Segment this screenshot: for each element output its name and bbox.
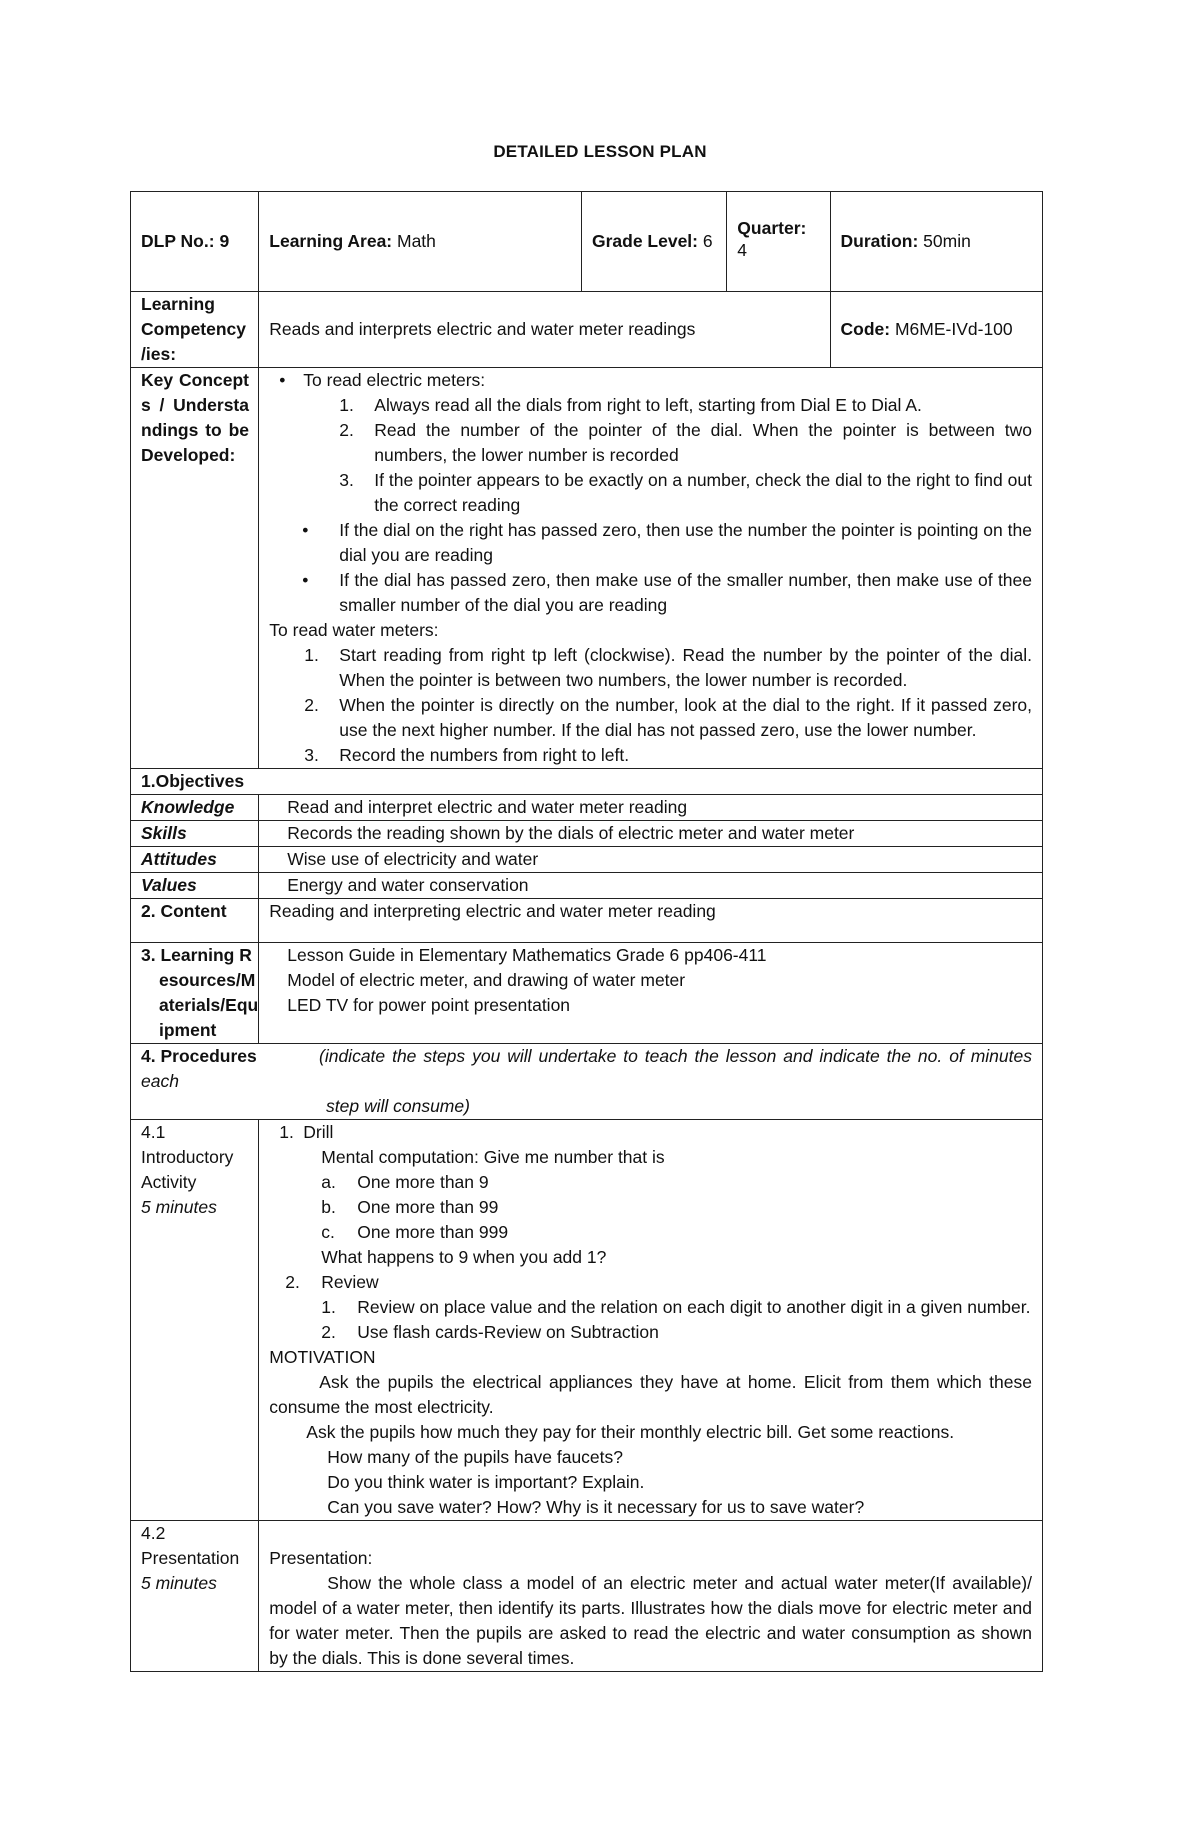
presentation-title: Presentation: bbox=[269, 1548, 373, 1568]
code-value: M6ME-IVd-100 bbox=[894, 319, 1013, 339]
learning-area-cell bbox=[259, 192, 582, 292]
learning-area-value: Math bbox=[397, 231, 436, 251]
resources-cell bbox=[259, 943, 1043, 1044]
competency-row bbox=[131, 292, 1043, 368]
procedures-note-each: each bbox=[141, 1071, 179, 1091]
dlp-label: DLP No.: bbox=[141, 231, 220, 251]
drill-question: What happens to 9 when you add 1? bbox=[321, 1247, 607, 1267]
knowledge-text: Read and interpret electric and water meter reading bbox=[259, 795, 1043, 821]
review-item bbox=[269, 1295, 1032, 1320]
procedures-label: 4. Procedures bbox=[141, 1046, 257, 1066]
electric-step-text: Always read all the dials from right to left, starting from Dial E to Dial A. bbox=[374, 395, 922, 415]
procedures-note: (indicate the steps you will undertake to teach the lesson and indicate the no. of minutes bbox=[319, 1046, 1032, 1066]
motivation-paragraph: Ask the pupils the electrical appliances they have at home. Elicit from them which these consume the most electricity. bbox=[269, 1372, 1032, 1417]
duration-label: Duration: bbox=[840, 231, 924, 251]
motivation-question: Do you think water is important? Explain. bbox=[327, 1472, 645, 1492]
intro-activity-row bbox=[131, 1120, 1043, 1521]
electric-step bbox=[269, 418, 1032, 468]
water-step bbox=[269, 643, 1032, 693]
step-number: 3. bbox=[339, 470, 354, 490]
resources-row bbox=[131, 943, 1043, 1044]
intro-activity-cell bbox=[259, 1120, 1043, 1521]
water-step bbox=[269, 743, 1032, 768]
procedures-note-end: step will consume) bbox=[326, 1096, 470, 1116]
competency-text: Reads and interprets electric and water meter readings bbox=[269, 319, 696, 339]
motivation-title: MOTIVATION bbox=[269, 1347, 376, 1367]
step-number: 1. bbox=[304, 645, 319, 665]
values-row bbox=[131, 873, 1043, 899]
step-number: 2. bbox=[304, 695, 319, 715]
resource-item: Lesson Guide in Elementary Mathematics Grade 6 pp406-411 bbox=[287, 945, 767, 965]
competency-text-cell bbox=[259, 292, 830, 368]
item-letter: c. bbox=[321, 1222, 335, 1242]
review-item-text: Use flash cards-Review on Subtraction bbox=[357, 1322, 659, 1342]
motivation-question: Can you save water? How? Why is it necessary for us to save water? bbox=[327, 1497, 865, 1517]
item-letter: a. bbox=[321, 1172, 336, 1192]
review-heading bbox=[269, 1270, 1032, 1295]
drill-item bbox=[269, 1170, 1032, 1195]
quarter-label: Quarter: bbox=[737, 218, 807, 238]
bullet-glyph: • bbox=[302, 570, 309, 590]
step-number: 1. bbox=[339, 395, 354, 415]
presentation-text: Show the whole class a model of an electric meter and actual water meter(If available)/ model of a water meter, then identify its parts. Illustrates how the dials move for electric meter and for water meter. Then the pupils are asked to read the electric and water consumption as shown by the dials. This is done several times. bbox=[269, 1573, 1032, 1668]
key-concepts-label-cell bbox=[131, 368, 259, 769]
step-number: 2. bbox=[339, 420, 354, 440]
water-step-text: Start reading from right tp left (clockwise). Read the number by the pointer of the dial. When the pointer is between two numbers, the lower number is recorded. bbox=[339, 645, 1032, 690]
page-title: DETAILED LESSON PLAN bbox=[493, 142, 707, 161]
duration-value: 50min bbox=[923, 231, 971, 251]
skills-text: Records the reading shown by the dials of electric meter and water meter bbox=[259, 821, 1043, 847]
grade-level-value: 6 bbox=[702, 231, 713, 251]
intro-activity-minutes: 5 minutes bbox=[141, 1197, 217, 1217]
electric-step-text: Read the number of the pointer of the dial. When the pointer is between two numbers, the lower number is recorded bbox=[374, 420, 1032, 465]
drill-item-text: One more than 999 bbox=[357, 1222, 509, 1242]
water-intro: To read water meters: bbox=[269, 620, 439, 640]
presentation-number: 4.2 bbox=[141, 1523, 166, 1543]
bullet-glyph: • bbox=[302, 520, 309, 540]
knowledge-label: Knowledge bbox=[131, 795, 259, 821]
learning-area-label: Learning Area: bbox=[269, 231, 397, 251]
step-number: 3. bbox=[304, 745, 319, 765]
values-text: Energy and water conservation bbox=[259, 873, 1043, 899]
bullet-glyph: • bbox=[279, 370, 286, 390]
grade-level-label: Grade Level: bbox=[591, 231, 703, 251]
presentation-name: Presentation bbox=[141, 1548, 240, 1568]
drill-lead: Mental computation: Give me number that is bbox=[321, 1147, 665, 1167]
key-concepts-cell bbox=[259, 368, 1043, 769]
key-concepts-label: Key Concepts / Understandings to be Developed: bbox=[141, 370, 249, 465]
electric-step-text: If the pointer appears to be exactly on a number, check the dial to the right to find out the correct reading bbox=[374, 470, 1032, 515]
quarter-cell bbox=[727, 192, 830, 292]
objectives-label: 1.Objectives bbox=[131, 769, 1043, 795]
attitudes-text: Wise use of electricity and water bbox=[259, 847, 1043, 873]
competency-label-cell bbox=[131, 292, 259, 368]
presentation-label-cell bbox=[131, 1521, 259, 1672]
review-item-text: Review on place value and the relation on each digit to another digit in a given number. bbox=[357, 1297, 1031, 1317]
header-row bbox=[131, 192, 1043, 292]
content-label: 2. Content bbox=[131, 899, 259, 943]
concept-bullet-text: If the dial on the right has passed zero, then use the number the pointer is pointing on the dial you are reading bbox=[339, 520, 1032, 565]
resource-item: Model of electric meter, and drawing of water meter bbox=[287, 970, 686, 990]
step-number: 2. bbox=[285, 1272, 300, 1292]
attitudes-label: Attitudes bbox=[131, 847, 259, 873]
quarter-value: 4 bbox=[737, 240, 748, 260]
presentation-row bbox=[131, 1521, 1043, 1672]
concept-bullet-text: If the dial has passed zero, then make use of the smaller number, then make use of thee smaller number of the dial you are reading bbox=[339, 570, 1032, 615]
duration-cell bbox=[830, 192, 1042, 292]
concept-bullet bbox=[269, 568, 1032, 618]
knowledge-row bbox=[131, 795, 1043, 821]
code-label: Code: bbox=[840, 319, 895, 339]
drill-item bbox=[269, 1195, 1032, 1220]
drill-item-text: One more than 9 bbox=[357, 1172, 489, 1192]
code-cell bbox=[830, 292, 1042, 368]
step-number: 2. bbox=[321, 1322, 336, 1342]
electric-step bbox=[269, 468, 1032, 518]
electric-intro-text: To read electric meters: bbox=[303, 370, 486, 390]
step-number: 1. bbox=[279, 1122, 294, 1142]
lesson-plan-table bbox=[130, 191, 1043, 1672]
procedures-line bbox=[141, 1044, 1032, 1069]
values-label: Values bbox=[131, 873, 259, 899]
content-text: Reading and interpreting electric and water meter reading bbox=[259, 899, 1043, 943]
drill-item-text: One more than 99 bbox=[357, 1197, 499, 1217]
dlp-value: 9 bbox=[219, 231, 230, 251]
key-concepts-row bbox=[131, 368, 1043, 769]
grade-level-cell bbox=[581, 192, 726, 292]
resources-label: 3. Learning Resources/Materials/Equipment bbox=[141, 945, 259, 1040]
step-number: 1. bbox=[321, 1297, 336, 1317]
attitudes-row bbox=[131, 847, 1043, 873]
motivation-paragraph: Ask the pupils how much they pay for their monthly electric bill. Get some reactions. bbox=[306, 1422, 955, 1442]
drill-heading bbox=[269, 1120, 1032, 1145]
skills-row bbox=[131, 821, 1043, 847]
review-item bbox=[269, 1320, 1032, 1345]
water-step-text: Record the numbers from right to left. bbox=[339, 745, 630, 765]
item-letter: b. bbox=[321, 1197, 336, 1217]
drill-title: Drill bbox=[303, 1122, 334, 1142]
intro-activity-name: Introductory Activity bbox=[141, 1147, 234, 1192]
presentation-cell bbox=[259, 1521, 1043, 1672]
electric-intro bbox=[269, 368, 1032, 393]
objectives-row bbox=[131, 769, 1043, 795]
resource-item: LED TV for power point presentation bbox=[287, 995, 571, 1015]
electric-step bbox=[269, 393, 1032, 418]
skills-label: Skills bbox=[131, 821, 259, 847]
dlp-cell bbox=[131, 192, 259, 292]
motivation-question: How many of the pupils have faucets? bbox=[327, 1447, 624, 1467]
concept-bullet bbox=[269, 518, 1032, 568]
procedures-cell bbox=[131, 1044, 1043, 1120]
content-row bbox=[131, 899, 1043, 943]
intro-activity-label-cell bbox=[131, 1120, 259, 1521]
procedures-row bbox=[131, 1044, 1043, 1120]
resources-label-cell bbox=[131, 943, 259, 1044]
review-title: Review bbox=[321, 1272, 379, 1292]
presentation-minutes: 5 minutes bbox=[141, 1573, 217, 1593]
intro-activity-number: 4.1 bbox=[141, 1122, 166, 1142]
drill-item bbox=[269, 1220, 1032, 1245]
water-step-text: When the pointer is directly on the number, look at the dial to the right. If it passed zero, use the next higher number. If the dial has not passed zero, use the lower number. bbox=[339, 695, 1032, 740]
competency-label: Learning Competency /ies: bbox=[141, 294, 247, 364]
water-step bbox=[269, 693, 1032, 743]
